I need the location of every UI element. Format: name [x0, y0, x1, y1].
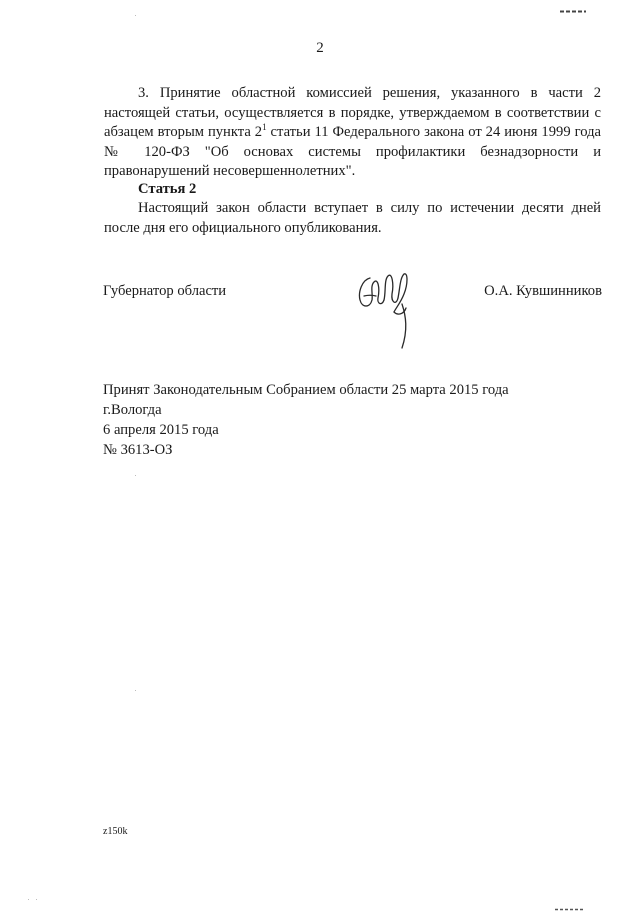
article-2-text: Настоящий закон области вступает в силу по истечении десяти дней после дня его официального опубликования.: [104, 200, 601, 236]
law-number: № 3613-ОЗ: [103, 442, 173, 458]
article-2-title: Статья 2: [138, 181, 197, 197]
paragraph-3-superscript: 1: [262, 122, 267, 133]
scan-dot: [36, 899, 37, 900]
scan-dot: [135, 475, 136, 476]
paragraph-3-text-after: статьи 11 Федерального закона от 24 июня 1999 года № 120-ФЗ "Об основах системы профилактики безнадзорности и правонарушений несовершеннолетних".: [104, 124, 601, 179]
scan-dot: [135, 690, 136, 691]
scan-dot: [135, 15, 136, 16]
scan-mark-top: [560, 0, 586, 3]
scan-mark-bottom: [555, 898, 585, 901]
adoption-statement: Принят Законодательным Собранием области 25 марта 2015 года: [103, 382, 509, 398]
adoption-date: 6 апреля 2015 года: [103, 422, 219, 438]
adoption-city: г.Вологда: [103, 402, 162, 418]
document-code: z150k: [103, 826, 128, 837]
paragraph-3-text-before: 3. Принятие областной комиссией решения, указанного в части 2 настоящей статьи, осуществляется в порядке, утверждаемом в соответствии с абзацем вторым пункта 2: [104, 85, 601, 140]
governor-position: Губернатор области: [103, 283, 227, 299]
paragraph-3: [104, 84, 601, 182]
governor-name: О.А. Кувшинников: [484, 283, 602, 299]
handwritten-signature: [350, 262, 420, 354]
scan-dot: [28, 899, 29, 900]
page-number: 2: [316, 40, 324, 56]
